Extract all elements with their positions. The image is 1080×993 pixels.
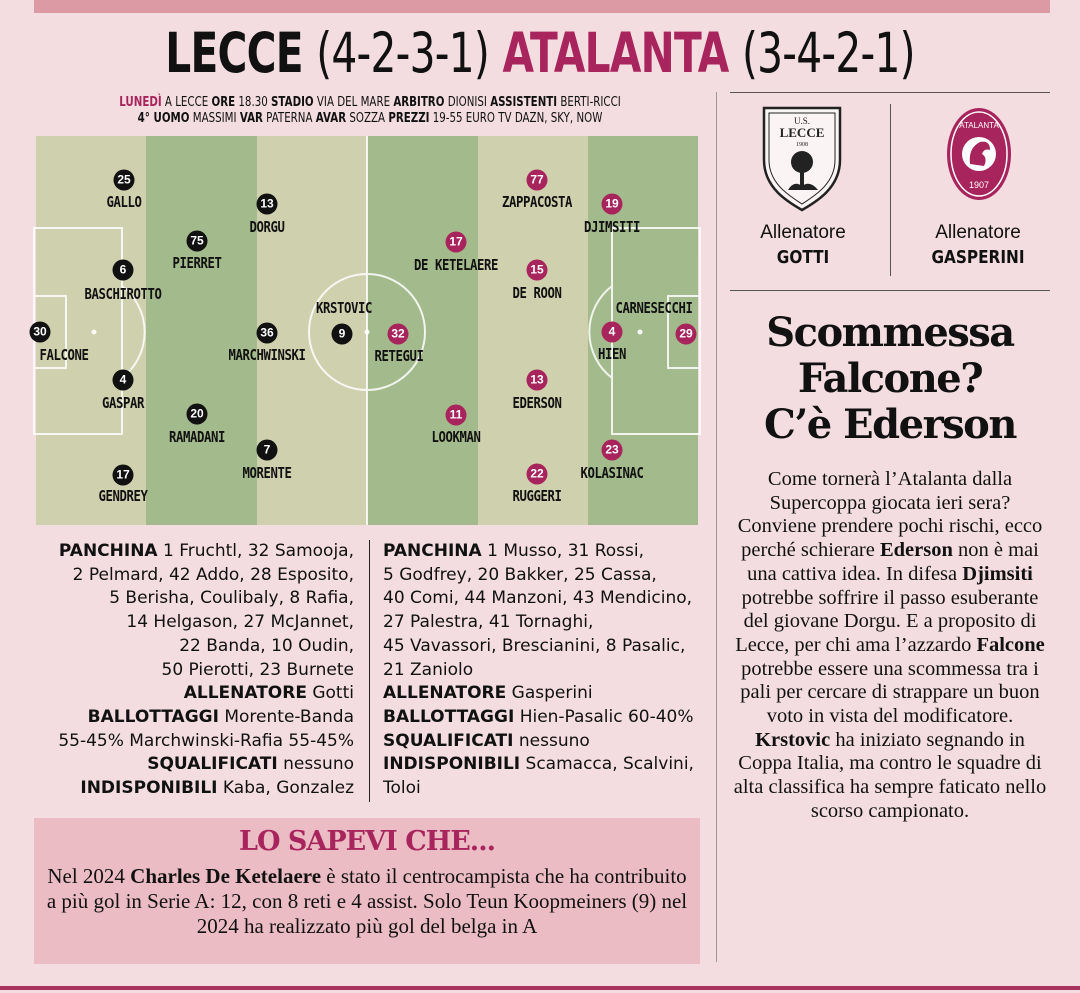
home-player-number: 20 [187,404,208,425]
atalanta-crest-name: ATALANTA [959,121,999,130]
away-squalificati-line: SQUALIFICATI nessuno [383,730,590,751]
away-bench-line: 21 Zaniolo [383,659,474,680]
away-player-number: 29 [676,324,697,345]
atalanta-crest-icon [944,104,1014,204]
home-player-number: 17 [113,465,134,486]
home-player-name: KRSTOVIC [316,299,372,317]
away-player-number: 15 [527,260,548,281]
bench-divider [369,540,370,802]
away-coach-label: Allenatore [935,222,1021,243]
away-bench-line: 5 Godfrey, 20 Bakker, 25 Cassa, [383,564,657,585]
home-player-number: 30 [30,322,51,343]
away-player-name: RUGGERI [512,487,562,505]
home-bench-line: 50 Pierotti, 23 Burnete [161,659,354,680]
match-title [140,18,939,88]
home-coach-line: ALLENATORE Gotti [183,683,354,704]
home-team-name: LECCE [165,21,303,85]
did-you-know-box [34,818,700,964]
away-player-number: 13 [527,370,548,391]
rule-top [730,92,1050,93]
home-player-number: 36 [257,323,278,344]
lecce-crest-year: 1908 [796,142,808,148]
home-player-name: PIERRET [172,254,222,272]
away-details [383,540,703,801]
away-bench-line: 45 Vavassori, Brescianini, 8 Pasalic, [383,635,686,656]
away-player-number: 17 [446,232,467,253]
away-player-name: CARNESECCHI [615,299,693,317]
away-player-number: 19 [602,194,623,215]
away-player-name: DE KETELAERE [414,256,498,274]
home-player-name: DORGU [249,218,285,236]
home-player-number: 6 [113,260,134,281]
away-coach-name: GASPERINI [931,247,1025,268]
home-player-number: 75 [187,231,208,252]
home-ballottaggi-line-2: 55-45% Marchwinski-Rafia 55-45% [58,730,354,751]
pitch [33,136,698,525]
home-bench-line: 2 Pelmard, 42 Addo, 28 Esposito, [72,564,354,585]
away-indisponibili-line: INDISPONIBILI Scamacca, Scalvini, [383,754,694,775]
home-bench-line: 5 Berisha, Coulibaly, 8 Rafia, [109,588,354,609]
away-player-number: 22 [527,464,548,485]
away-player-name: KOLASINAC [580,464,644,482]
coaches-divider [890,104,891,276]
away-ballottaggi-line: BALLOTTAGGI Hien-Pasalic 60-40% [383,706,694,727]
away-formation: (3-4-2-1) [742,21,915,85]
rule-bottom [730,290,1050,291]
away-coach-line: ALLENATORE Gasperini [383,683,593,704]
away-bench-line: PANCHINA 1 Musso, 31 Rossi, [383,541,645,561]
away-bench-line: 40 Comi, 44 Manzoni, 43 Mendicino, [383,588,693,609]
lecce-crest-icon [760,104,844,212]
away-player-name: DE ROON [512,284,562,302]
top-color-bar [34,0,1050,13]
home-player-number: 13 [257,194,278,215]
away-player-number: 32 [388,324,409,345]
article-headline: Scommessa Falcone? C’è Ederson [764,309,1016,448]
away-indisponibili-line-2: Toloi [383,778,421,799]
home-player-name: BASCHIROTTO [84,285,162,303]
home-squalificati-line: SQUALIFICATI nessuno [147,754,354,775]
home-player-number: 4 [113,370,134,391]
away-player-name: ZAPPACOSTA [502,193,572,211]
home-bench-line: 14 Helgason, 27 McJannet, [126,612,354,633]
away-player-name: DJIMSITI [584,218,640,236]
home-bench-line: PANCHINA 1 Fruchtl, 32 Samooja, [58,541,354,561]
home-ballottaggi-line: BALLOTTAGGI Morente-Banda [87,706,354,727]
away-player-name: LOOKMAN [431,428,481,446]
away-player-name: RETEGUI [374,347,424,365]
home-formation: (4-2-3-1) [316,21,490,85]
home-coach [728,220,878,270]
home-coach-name: GOTTI [776,247,830,268]
away-team-name: ATALANTA [502,21,729,85]
away-player-number: 77 [527,170,548,191]
home-player-number: 7 [257,440,278,461]
match-info-line-1: LUNEDÌ A LECCE ORE 18.30 STADIO VIA DEL MARE ARBITRO DIONISI ASSISTENTI BERTI-RICCI [119,94,621,110]
home-player-name: MORENTE [242,464,292,482]
home-player-name: FALCONE [39,346,89,364]
home-coach-label: Allenatore [760,222,846,243]
home-player-name: GASPAR [102,394,144,412]
away-player-number: 4 [602,322,623,343]
home-indisponibili-line: INDISPONIBILI Kaba, Gonzalez [80,778,354,799]
home-bench-line: 22 Banda, 10 Oudin, [179,635,354,656]
home-player-name: MARCHWINSKI [228,346,306,364]
home-player-name: RAMADANI [169,428,225,446]
home-player-name: GENDREY [98,487,148,505]
article-body: Come tornerà l’Atalanta dalla Supercoppa giocata ieri sera? Conviene prendere pochi rischi, ecco perché schierare Ederson non è mai una cattiva idea. In difesa Djimsiti potrebbe soffrire il passo esuberante del giovane Dorgu. E a proposito di Lecce, per chi ama l’azzardo Falcone potrebbe essere una scommessa tra i pali per cercare di strappare un buon voto in vista del modificatore. Krstovic ha iniziato segnando in Coppa Italia, ma contro le squadre di alta classifica ha sempre faticato nello scorso campionato. [733,468,1047,822]
away-player-number: 11 [446,405,467,426]
did-you-know-title: LO SAPEVI CHE... [239,826,495,857]
away-player-number: 23 [602,440,623,461]
home-player-number: 25 [114,170,135,191]
bottom-color-bar [0,986,1080,990]
match-info-line-2: 4° UOMO MASSIMI VAR PATERNA AVAR SOZZA PREZZI 19-55 EURO TV DAZN, SKY, NOW [137,110,603,126]
lecce-crest-name: LECCE [779,125,825,140]
atalanta-crest-year: 1907 [968,180,990,190]
home-details [36,540,354,801]
lecce-crest-top: U.S. [793,116,811,126]
away-player-name: HIEN [598,345,626,363]
column-divider [716,92,717,962]
away-bench-line: 27 Palestra, 41 Tornaghi, [383,612,594,633]
away-player-name: EDERSON [512,394,562,412]
home-player-name: GALLO [106,193,142,211]
did-you-know-text: Nel 2024 Charles De Ketelaere è stato il centrocampista che ha contribuito a più gol in Serie A: 12, con 8 reti e 4 assist. Solo Teun Koopmeiners (9) nel 2024 ha realizzato più gol del belga in A [46,864,688,938]
away-coach [903,220,1053,270]
home-player-number: 9 [332,324,353,345]
